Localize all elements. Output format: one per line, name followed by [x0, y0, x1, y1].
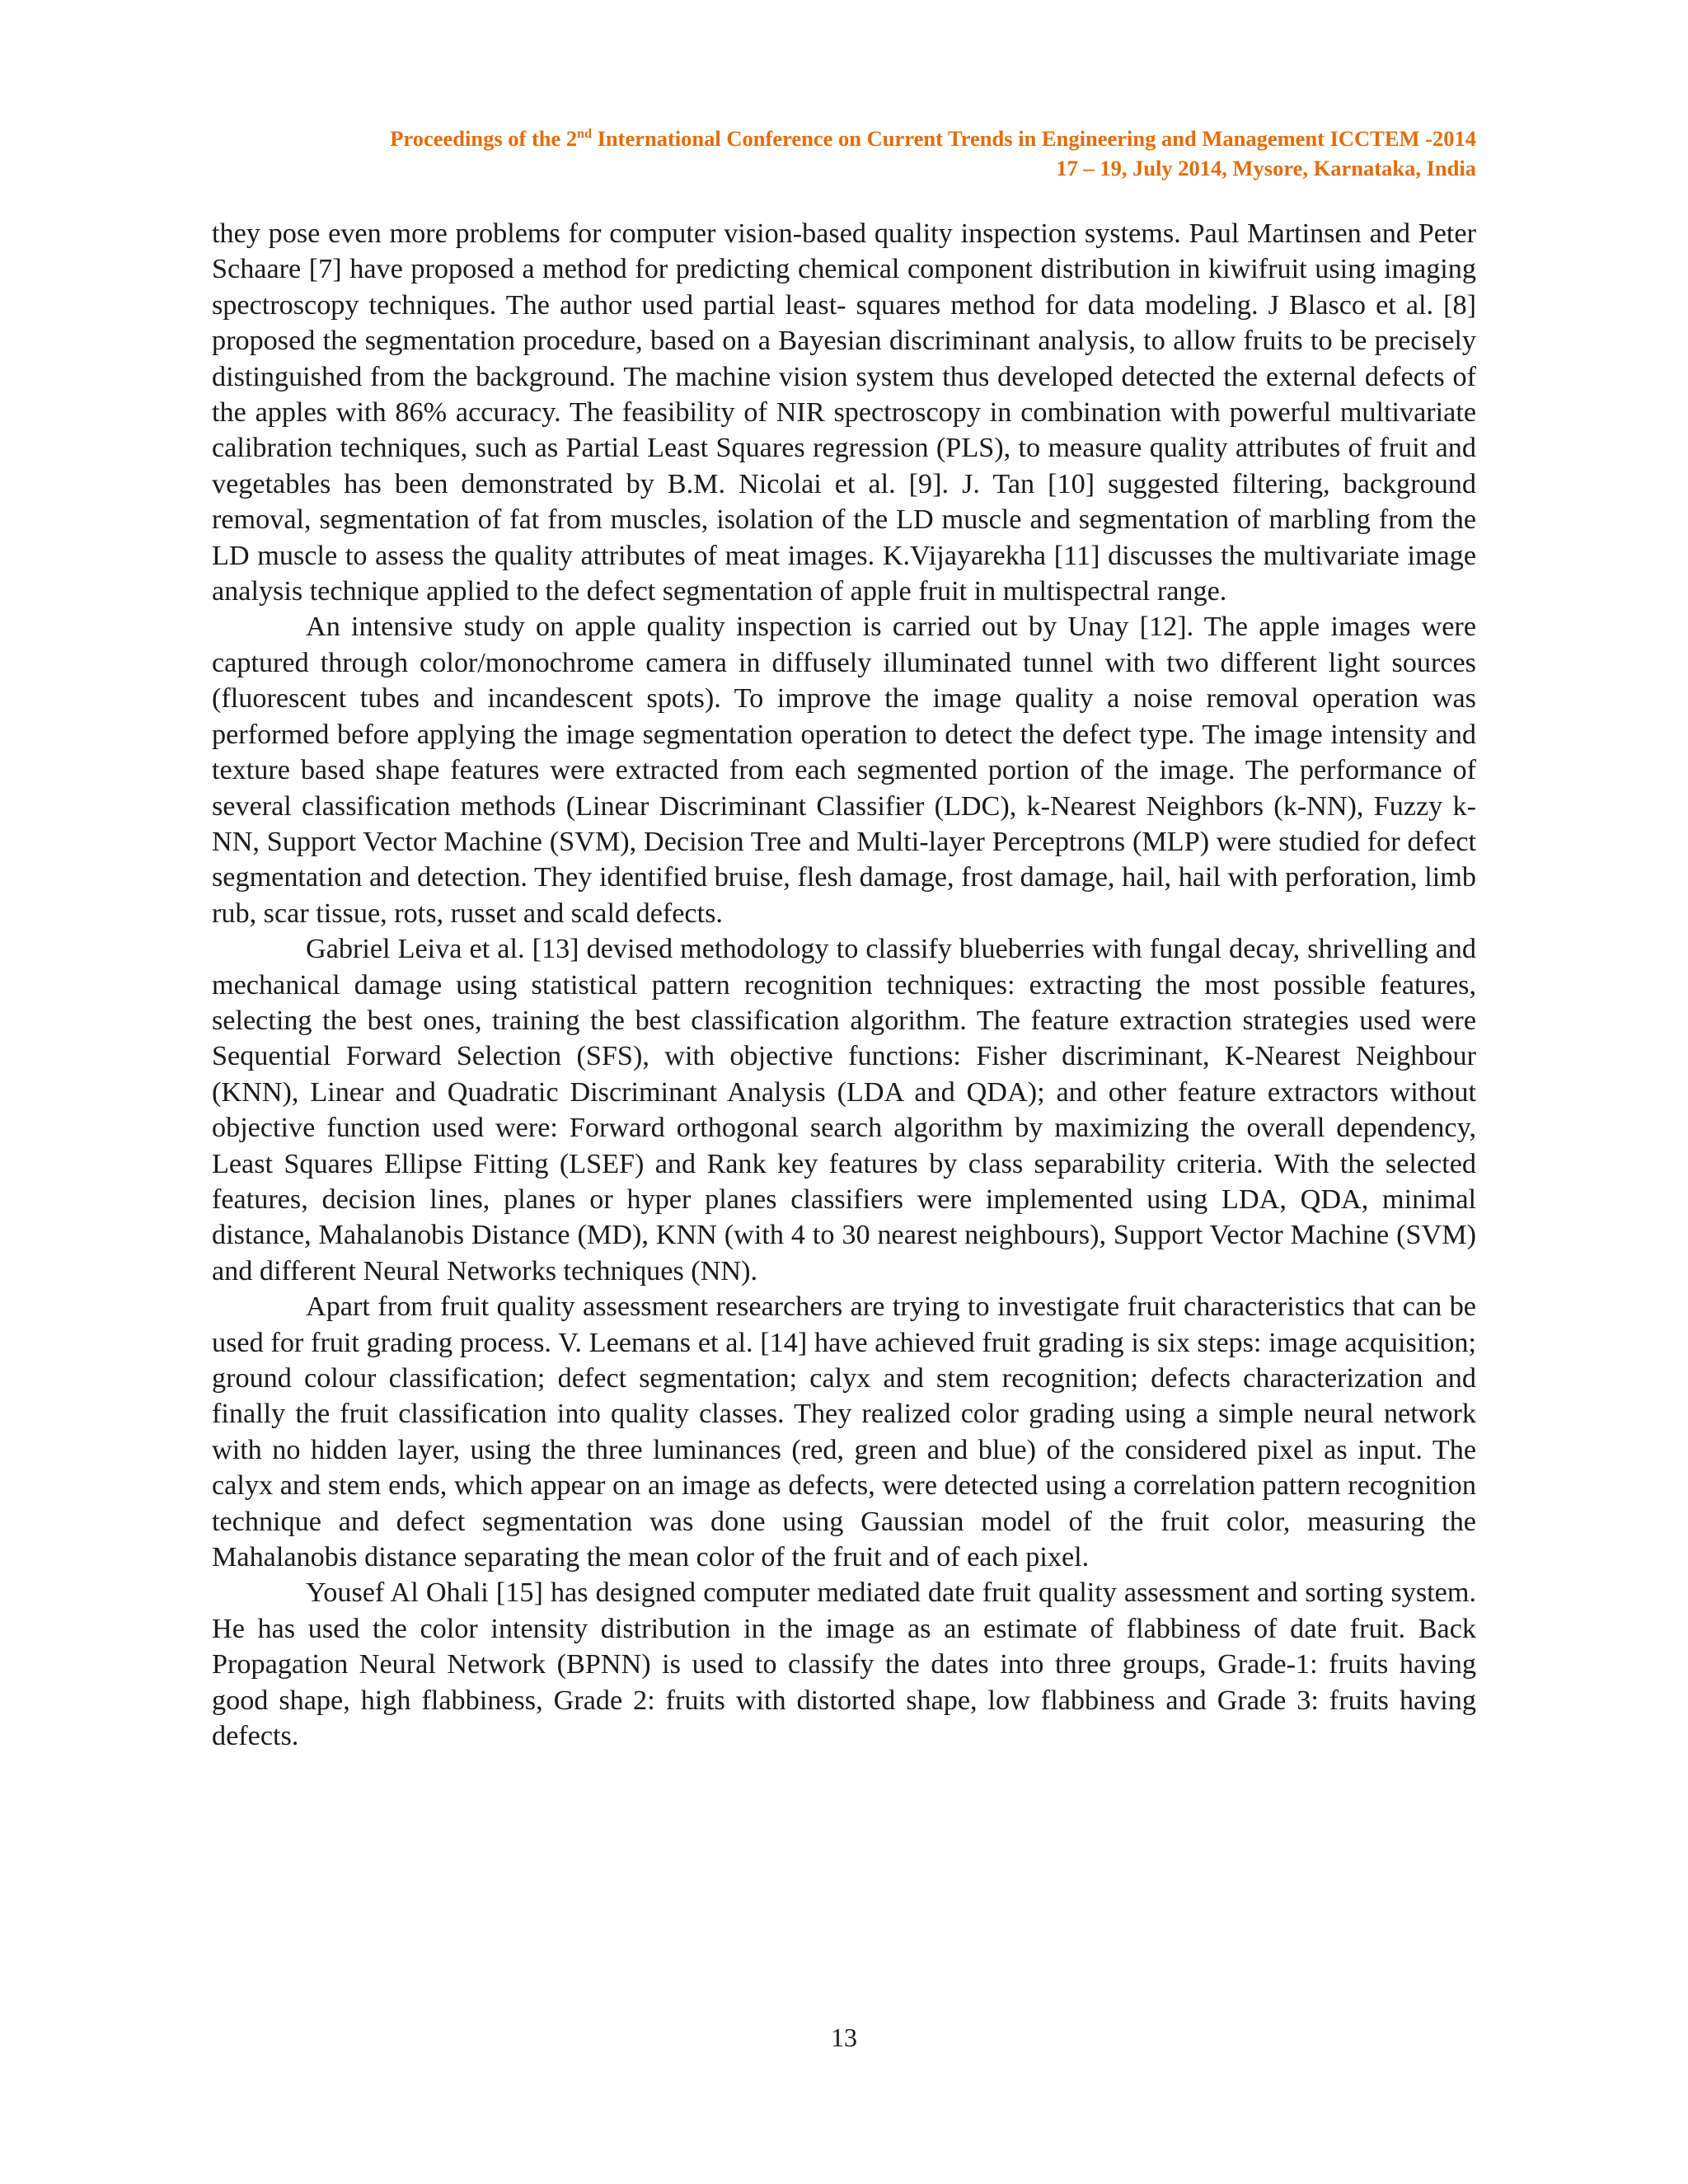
page-header: [0, 124, 1476, 183]
paragraph-leiva: Gabriel Leiva et al. [13] devised methodology to classify blueberries with fungal decay, shrivelling and mechanical damage using statistical pattern recognition techniques: extracting the most possible features, selecting the best ones, training the best classification algorithm. The feature extraction strategies used were Sequential Forward Selection (SFS), with objective functions: Fisher discriminant, K-Nearest Neighbour (KNN), Linear and Quadratic Discriminant Analysis (LDA and QDA); and other feature extractors without objective function used were: Forward orthogonal search algorithm by maximizing the overall dependency, Least Squares Ellipse Fitting (LSEF) and Rank key features by class separability criteria. With the selected features, decision lines, planes or hyper planes classifiers were implemented using LDA, QDA, minimal distance, Mahalanobis Distance (MD), KNN (with 4 to 30 nearest neighbours), Support Vector Machine (SVM) and different Neural Networks techniques (NN).: [212, 934, 1476, 1286]
paragraph-unay: An intensive study on apple quality inspection is carried out by Unay [12]. The apple images were captured through color/monochrome camera in diffusely illuminated tunnel with two different light sources (fluorescent tubes and incandescent spots). To improve the image quality a noise removal operation was performed before applying the image segmentation operation to detect the defect type. The image intensity and texture based shape features were extracted from each segmented portion of the image. The performance of several classification methods (Linear Discriminant Classifier (LDC), k-Nearest Neighbors (k-NN), Fuzzy k-NN, Support Vector Machine (SVM), Decision Tree and Multi-layer Perceptrons (MLP) were studied for defect segmentation and detection. They identified bruise, flesh damage, frost damage, hail, hail with perforation, limb rub, scar tissue, rots, russet and scald defects.: [212, 612, 1476, 929]
body-text: [212, 216, 1476, 1754]
paragraph-al-ohali: Yousef Al Ohali [15] has designed computer mediated date fruit quality assessment and sorting system. He has used the color intensity distribution in the image as an estimate of flabbiness of date fruit. Back Propagation Neural Network (BPNN) is used to classify the dates into three groups, Grade-1: fruits having good shape, high flabbiness, Grade 2: fruits with distorted shape, low flabbiness and Grade 3: fruits having defects.: [212, 1577, 1476, 1752]
page-number: 13: [831, 2022, 857, 2052]
paragraph-continued: they pose even more problems for computer vision-based quality inspection systems. Paul Martinsen and Peter Schaare [7] have proposed a method for predicting chemical component distribution in kiwifruit using imaging spectroscopy techniques. The author used partial least- squares method for data modeling. J Blasco et al. [8] proposed the segmentation procedure, based on a Bayesian discriminant analysis, to allow fruits to be precisely distinguished from the background. The machine vision system thus developed detected the external defects of the apples with 86% accuracy. The feasibility of NIR spectroscopy in combination with powerful multivariate calibration techniques, such as Partial Least Squares regression (PLS), to measure quality attributes of fruit and vegetables has been demonstrated by B.M. Nicolai et al. [9]. J. Tan [10] suggested filtering, background removal, segmentation of fat from muscles, isolation of the LD muscle and segmentation of marbling from the LD muscle to assess the quality attributes of meat images. K.Vijayarekha [11] discusses the multivariate image analysis technique applied to the defect segmentation of apple fruit in multispectral range.: [212, 218, 1476, 607]
conference-title-suffix: International Conference on Current Trends in Engineering and Management ICCTEM -2014: [591, 126, 1476, 151]
conference-title: [0, 124, 1476, 153]
conference-title-prefix: Proceedings of the 2: [390, 126, 578, 151]
conference-date-location: 17 – 19, July 2014, Mysore, Karnataka, India: [1056, 156, 1476, 180]
ordinal-superscript: nd: [577, 127, 592, 142]
paragraph-leemans: Apart from fruit quality assessment researchers are trying to investigate fruit characteristics that can be used for fruit grading process. V. Leemans et al. [14] have achieved fruit grading is six steps: image acquisition; ground colour classification; defect segmentation; calyx and stem recognition; defects characterization and finally the fruit classification into quality classes. They realized color grading using a simple neural network with no hidden layer, using the three luminances (red, green and blue) of the considered pixel as input. The calyx and stem ends, which appear on an image as defects, were detected using a correlation pattern recognition technique and defect segmentation was done using Gaussian model of the fruit color, measuring the Mahalanobis distance separating the mean color of the fruit and of each pixel.: [212, 1291, 1476, 1573]
